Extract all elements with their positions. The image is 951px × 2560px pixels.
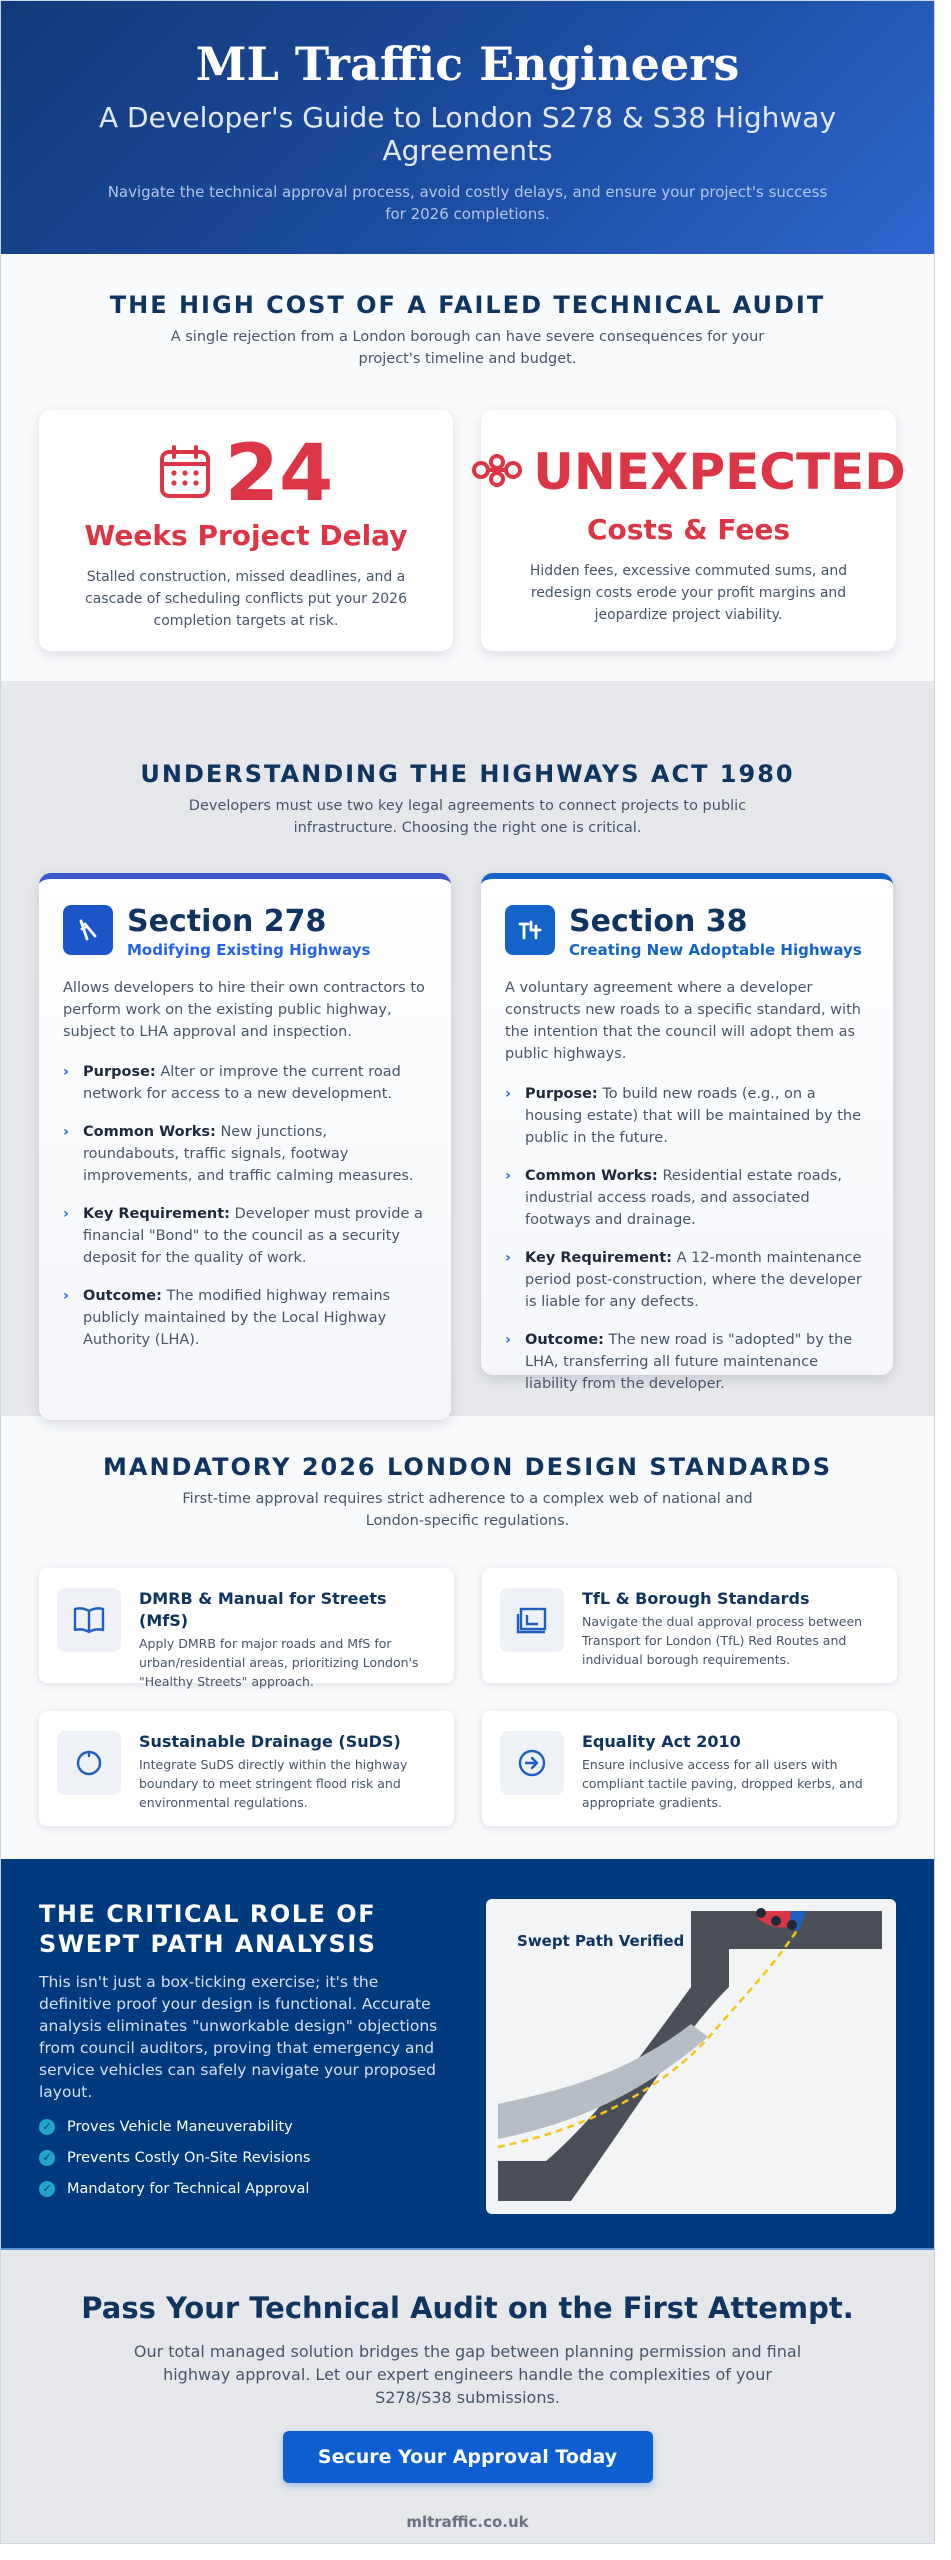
drop-icon [57, 1731, 121, 1795]
section-38-card [481, 873, 893, 1392]
swept-title: THE CRITICAL ROLE OF SWEPT PATH ANALYSIS [39, 1900, 377, 1958]
standard-card-suds [39, 1711, 454, 1826]
costs-card [481, 410, 906, 651]
cost-title: THE HIGH COST OF A FAILED TECHNICAL AUDIT [109, 291, 826, 319]
delay-number: 24 [224, 429, 334, 519]
s278-item: › Common Works: New junctions, roundabouts, traffic signals, footway improvements, and traffic calming measures. [63, 1124, 414, 1184]
costs-text: Hidden fees, excessive commuted sums, and redesign costs erode your profit margins and jeopardize project viability. [529, 563, 848, 623]
s38-item: › Purpose: To build new roads (e.g., on a housing estate) that will be maintained by the public in the future. [505, 1086, 862, 1146]
website-link[interactable]: mltraffic.co.uk [406, 2513, 529, 2531]
s38-item: › Key Requirement: A 12-month maintenance period post-construction, where the developer is liable for any defects. [505, 1250, 862, 1310]
s278-description: Allows developers to hire their own contractors to perform work on the existing public highway, subject to LHA approval and inspection. [63, 980, 425, 1040]
standard-text: Apply DMRB for major roads and MfS for urban/residential areas, prioritizing London's "Healthy Streets" approach. [139, 1636, 419, 1689]
cost-section [1, 254, 934, 681]
road-modify-icon [63, 905, 113, 955]
standard-text: Navigate the dual approval process between Transport for London (TfL) Red Routes and individual borough requirements. [582, 1614, 863, 1667]
secure-approval-button[interactable]: Secure Your Approval Today [283, 2431, 653, 2483]
s38-description: A voluntary agreement where a developer constructs new roads to a specific standard, with the intention that the council will adopt them as public highways. [505, 980, 861, 1062]
standard-text: Integrate SuDS directly within the highway boundary to meet stringent flood risk and environmental regulations. [139, 1757, 408, 1810]
cta-headline: Pass Your Technical Audit on the First Attempt. [81, 2291, 854, 2325]
calendar-icon [159, 445, 211, 503]
swept-path-diagram [486, 1899, 896, 2214]
check-item: ✓ Proves Vehicle Maneuverability [39, 2117, 440, 2137]
standard-title: DMRB & Manual for Streets (MfS) [139, 1589, 387, 1630]
highways-act-section [1, 681, 934, 1416]
hero-tagline: Navigate the technical approval process, avoid costly delays, and ensure your project's success for 2026 completions. [107, 183, 828, 223]
swept-text: This isn't just a box-ticking exercise; it's the definitive proof your design is functional. Accurate analysis eliminates "unworkable design" objections from council auditors, proving that emergency and service vehicles can safely navigate your proposed layout. [39, 1973, 438, 2101]
standard-card-tfl [482, 1568, 897, 1683]
s278-title: Section 278 [127, 904, 327, 939]
cta-text: Our total managed solution bridges the gap between planning permission and final highway approval. Let our expert engineers handle the complexities of your S278/S38 submissions. [133, 2342, 802, 2407]
s38-item: › Common Works: Residential estate roads, industrial access roads, and associated footways and drainage. [505, 1168, 842, 1228]
cost-subtitle: A single rejection from a London borough can have severe consequences for your project's timeline and budget. [170, 329, 765, 367]
coins-icon [471, 453, 523, 491]
design-standards-section [1, 1416, 934, 1859]
s278-item: › Purpose: Alter or improve the current road network for access to a new development. [63, 1064, 401, 1102]
hero-headline: A Developer's Guide to London S278 & S38 Highway Agreements [98, 101, 837, 167]
delay-text: Stalled construction, missed deadlines, and a cascade of scheduling conflicts put your 2026 completion targets at risk. [85, 569, 407, 629]
delay-heading: Weeks Project Delay [84, 519, 408, 552]
hero-banner [1, 1, 934, 254]
s38-item: › Outcome: The new road is "adopted" by the LHA, transferring all future maintenance liability from the developer. [505, 1332, 853, 1392]
check-item: ✓ Mandatory for Technical Approval [39, 2179, 440, 2199]
map-icon [500, 1588, 564, 1652]
costs-word: UNEXPECTED [533, 443, 906, 501]
check-icon: ✓ [39, 2119, 55, 2135]
arrow-circle-icon [500, 1731, 564, 1795]
standard-title: Sustainable Drainage (SuDS) [139, 1732, 401, 1751]
costs-heading: Costs & Fees [586, 513, 791, 546]
s278-subtitle: Modifying Existing Highways [127, 941, 371, 959]
swept-path-section [1, 1859, 934, 2248]
act-title: UNDERSTANDING THE HIGHWAYS ACT 1980 [140, 760, 795, 788]
delay-card [39, 410, 453, 651]
cta-section [1, 2248, 934, 2543]
standards-title: MANDATORY 2026 LONDON DESIGN STANDARDS [102, 1453, 832, 1481]
road-new-icon [505, 905, 555, 955]
standard-card-equality [482, 1711, 897, 1826]
book-icon [57, 1588, 121, 1652]
standard-title: Equality Act 2010 [582, 1732, 741, 1751]
swept-figure-label: Swept Path Verified [517, 1932, 685, 1950]
act-subtitle: Developers must use two key legal agreements to connect projects to public infrastructure. Choosing the right one is critical. [188, 798, 747, 836]
brand-title: ML Traffic Engineers [195, 37, 740, 91]
standard-card-dmrb [39, 1568, 454, 1689]
s38-title: Section 38 [569, 904, 748, 939]
check-icon: ✓ [39, 2181, 55, 2197]
section-278-card [39, 873, 451, 1420]
s278-item: › Outcome: The modified highway remains publicly maintained by the Local Highway Authority (LHA). [63, 1288, 391, 1348]
standards-subtitle: First-time approval requires strict adherence to a complex web of national and London-specific regulations. [182, 1491, 753, 1529]
check-item: ✓ Prevents Costly On-Site Revisions [39, 2148, 440, 2168]
s278-item: › Key Requirement: Developer must provide a financial "Bond" to the council as a security deposit for the quality of work. [63, 1206, 423, 1266]
check-icon: ✓ [39, 2150, 55, 2166]
standard-title: TfL & Borough Standards [582, 1589, 810, 1608]
s38-subtitle: Creating New Adoptable Highways [569, 941, 862, 959]
standard-text: Ensure inclusive access for all users with compliant tactile paving, dropped kerbs, and appropriate gradients. [582, 1757, 863, 1810]
